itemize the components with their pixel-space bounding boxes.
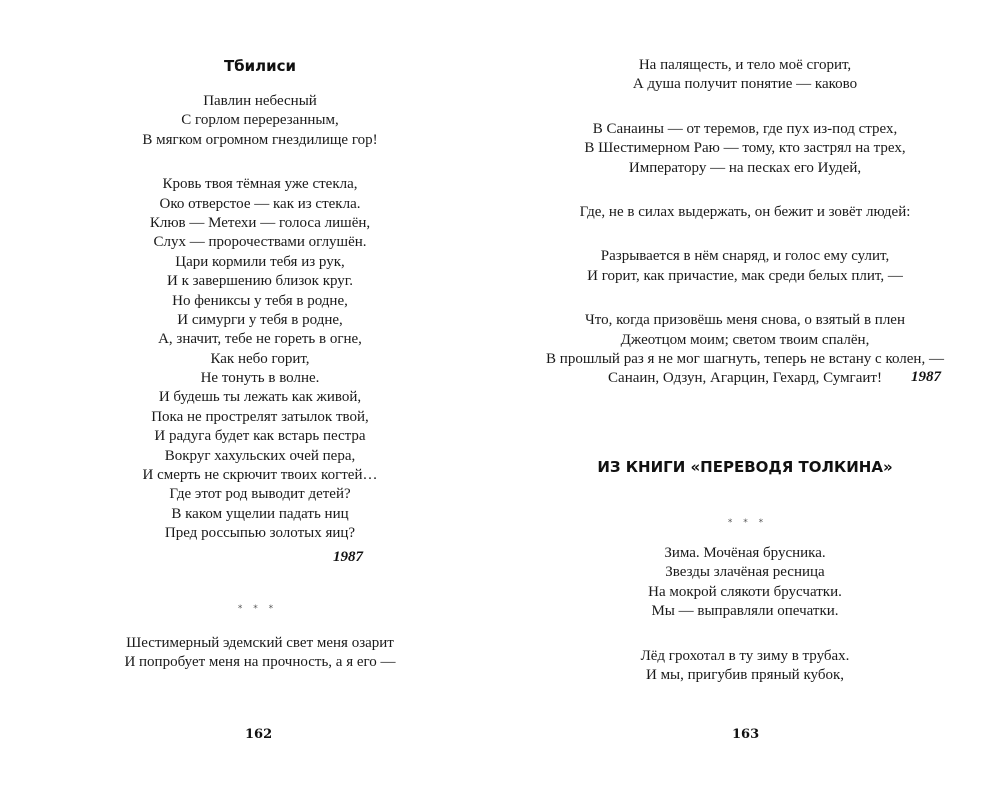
verse-line: Вокруг хахульских очей пера, bbox=[164, 447, 356, 464]
verse-line: А душа получит понятие — каково bbox=[632, 76, 858, 93]
verse-line: Императору — на песках его Иудей, bbox=[628, 159, 862, 176]
verse-line: И горит, как причастие, мак среди белых плит, — bbox=[587, 267, 903, 284]
verse-line: Санаин, Одзун, Агарцин, Гехард, Сумгаит! bbox=[608, 370, 882, 387]
verse-line: Зима. Мочёная брусника. bbox=[664, 545, 826, 561]
verse-line: Как небо горит, bbox=[210, 350, 310, 367]
verse-line: Но фениксы у тебя в родне, bbox=[172, 292, 348, 309]
verse-line: В Санаины — от теремов, где пух из-под стрех, bbox=[592, 120, 898, 137]
stanza-1 bbox=[520, 544, 970, 622]
section-separator: * * * bbox=[727, 518, 768, 528]
stanza-2 bbox=[520, 647, 970, 686]
verse-line: И радуга будет как встарь пестра bbox=[154, 428, 366, 445]
verse-line: На палящесть, и тело моё сгорит, bbox=[638, 57, 852, 73]
verse-line: В каком ущелии падать ниц bbox=[171, 505, 349, 522]
verse-line: Где этот род выводит детей? bbox=[169, 486, 351, 503]
poem-body-tbilisi bbox=[60, 92, 460, 544]
verse-line: Не тонуть в волне. bbox=[200, 370, 320, 387]
poem-body-continued bbox=[520, 56, 970, 389]
verse-line: Слух — пророчествами оглушён. bbox=[153, 234, 367, 251]
stanza-1 bbox=[520, 56, 970, 95]
poem-year: 1987 bbox=[911, 369, 941, 385]
verse-line: И смерть не скрючит твоих когтей… bbox=[142, 467, 378, 484]
verse-line: Пока не прострелят затылок твой, bbox=[151, 408, 369, 425]
verse-line: Павлин небесный bbox=[203, 93, 317, 109]
verse-line: И к завершению близок круг. bbox=[166, 273, 354, 290]
stanza-2 bbox=[520, 120, 970, 178]
stanza-gap bbox=[520, 95, 970, 120]
stanza-4 bbox=[520, 247, 970, 286]
verse-line: Лёд грохотал в ту зиму в трубах. bbox=[640, 647, 850, 664]
right-page bbox=[500, 0, 1000, 800]
page-number: 163 bbox=[732, 727, 760, 742]
poem-title: Тбилиси bbox=[223, 57, 297, 75]
verse-line: Клюв — Метехи — голоса лишён, bbox=[149, 214, 371, 231]
verse-line: И попробует меня на прочность, а я его — bbox=[124, 654, 396, 671]
verse-line: И мы, пригубив пряный кубок, bbox=[645, 666, 844, 683]
stanza-gap bbox=[520, 286, 970, 311]
verse-line: В Шестимерном Раю — тому, кто застрял на трех, bbox=[584, 140, 906, 157]
verse-line: Где, не в силах выдержать, он бежит и зовёт людей: bbox=[579, 203, 911, 220]
stanza-1 bbox=[60, 92, 460, 150]
stanza-5 bbox=[520, 311, 970, 389]
poem-year: 1987 bbox=[333, 549, 363, 565]
verse-line: В мягком огромном гнездилище гор! bbox=[142, 131, 378, 148]
verse-line: Что, когда призовёшь меня снова, о взятый в плен bbox=[584, 312, 905, 329]
verse-line: Мы — выправляли опечатки. bbox=[651, 603, 839, 620]
verse-line: Око отверстое — как из стекла. bbox=[159, 195, 361, 212]
page-number: 162 bbox=[245, 727, 273, 742]
verse-line: И симурги у тебя в родне, bbox=[177, 311, 343, 328]
stanza-gap bbox=[520, 178, 970, 203]
section-heading: ИЗ КНИГИ «ПЕРЕВОДЯ ТОЛКИНА» bbox=[597, 458, 893, 476]
verse-line: Кровь твоя тёмная уже стекла, bbox=[162, 176, 358, 193]
verse-line: А, значит, тебе не гореть в огне, bbox=[158, 331, 362, 348]
stanza-gap bbox=[520, 222, 970, 247]
stanza-gap bbox=[60, 150, 460, 175]
poem-body-shestimerny bbox=[60, 634, 460, 673]
stanza-gap bbox=[520, 622, 970, 647]
verse-line: С горлом перерезанным, bbox=[181, 112, 339, 129]
stanza-3 bbox=[520, 203, 970, 222]
verse-line: В прошлый раз я не мог шагнуть, теперь не встану с колен, — bbox=[546, 350, 944, 367]
verse-line: Разрывается в нём снаряд, и голос ему сулит, bbox=[600, 248, 890, 265]
verse-line: Звезды злачёная ресница bbox=[665, 564, 825, 581]
section-separator: * * * bbox=[237, 604, 278, 614]
verse-line: И будешь ты лежать как живой, bbox=[158, 389, 362, 406]
verse-line: На мокрой слякоти брусчатки. bbox=[648, 583, 842, 600]
verse-line: Шестимерный эдемский свет меня озарит bbox=[126, 635, 394, 651]
verse-line: Джеотцом моим; светом твоим спалён, bbox=[620, 331, 870, 348]
verse-line: Цари кормили тебя из рук, bbox=[175, 253, 345, 270]
poem-body-zima bbox=[520, 544, 970, 685]
verse-line: Пред россыпью золотых яиц? bbox=[164, 525, 356, 542]
stanza-2 bbox=[60, 175, 460, 543]
